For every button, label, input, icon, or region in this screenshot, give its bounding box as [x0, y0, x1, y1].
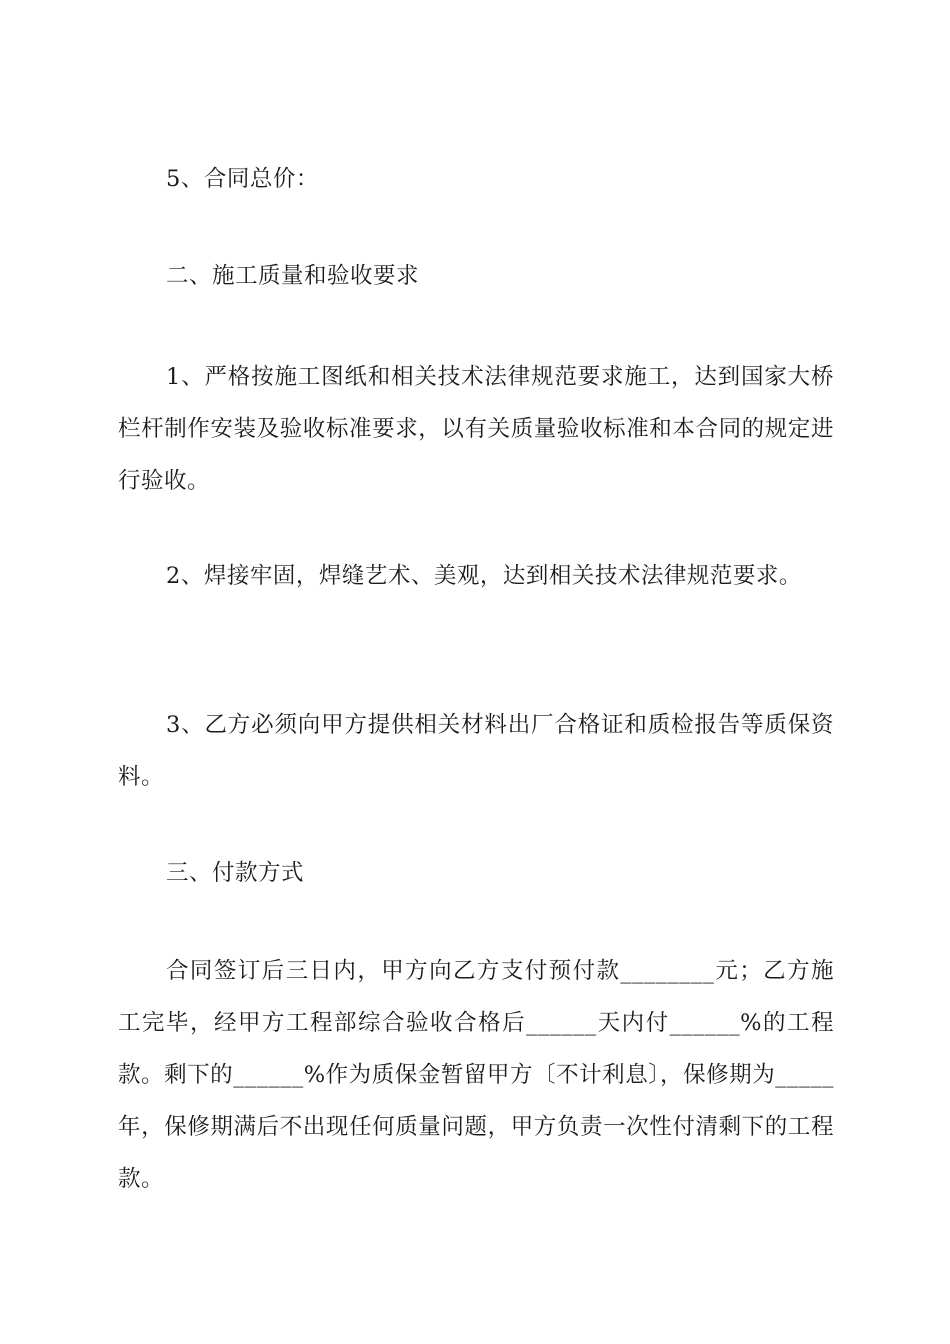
quality-item-1: 1、严格按施工图纸和相关技术法律规范要求施工，达到国家大桥栏杆制作安装及验收标准要求，以有关质量验收标准和本合同的规定进行验收。 [118, 364, 834, 494]
section-payment-heading: 三、付款方式 [166, 860, 305, 886]
quality-item-3: 3、乙方必须向甲方提供相关材料出厂合格证和质检报告等质保资料。 [118, 712, 834, 790]
section-quality-acceptance-heading: 二、施工质量和验收要求 [166, 263, 420, 289]
quality-item-2: 2、焊接牢固，焊缝艺术、美观，达到相关技术法律规范要求。 [166, 563, 802, 589]
payment-terms-paragraph: 合同签订后三日内，甲方向乙方支付预付款________元；乙方施工完毕，经甲方工程部综合验收合格后______天内付______%的工程款。剩下的______%作为质保金暂留甲方〔不计利息〕，保修期为_____年，保修期满后不出现任何质量问题，甲方负责一次性付清剩下的工程款。 [118, 958, 834, 1192]
contract-total-price-item: 5、合同总价： [166, 166, 319, 192]
